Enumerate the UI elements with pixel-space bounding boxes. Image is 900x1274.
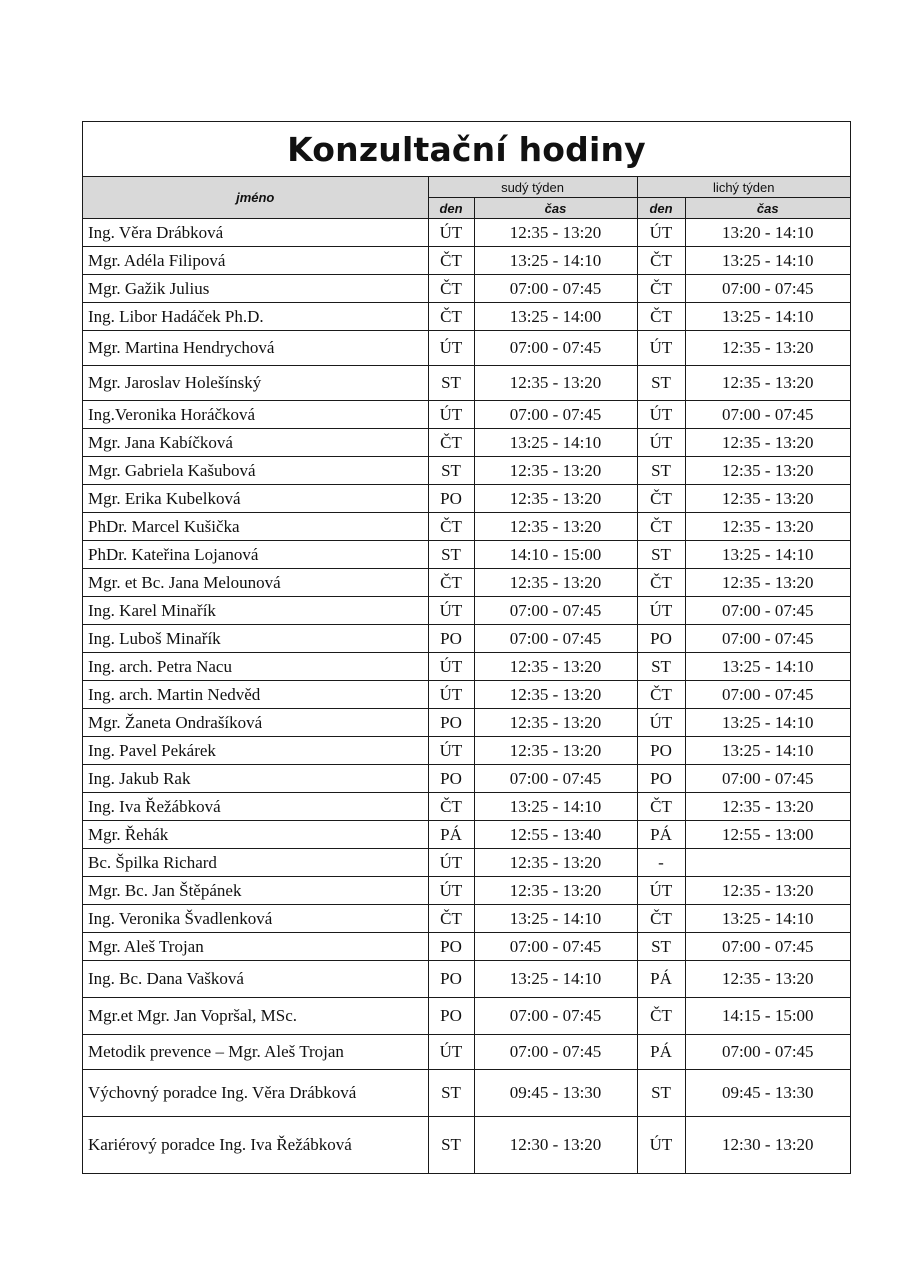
teacher-name: Mgr. Žaneta Ondrašíková [83, 709, 428, 737]
table-row [83, 247, 850, 275]
table-row [83, 737, 850, 765]
odd-week-day: ČT [637, 905, 685, 933]
odd-week-day: ÚT [637, 709, 685, 737]
table-row [83, 681, 850, 709]
table-row [83, 366, 850, 401]
odd-week-time: 12:35 - 13:20 [685, 793, 850, 821]
even-week-day: ČT [428, 429, 474, 457]
even-week-time: 13:25 - 14:10 [474, 905, 637, 933]
table-row [83, 331, 850, 366]
table-row [83, 765, 850, 793]
even-week-day: ČT [428, 303, 474, 331]
odd-week-time: 07:00 - 07:45 [685, 765, 850, 793]
odd-week-day: ST [637, 366, 685, 401]
teacher-name: Ing. Věra Drábková [83, 219, 428, 247]
even-week-day: ST [428, 1070, 474, 1117]
table-body [83, 219, 850, 1173]
table-row [83, 1070, 850, 1117]
even-week-time: 12:30 - 13:20 [474, 1117, 637, 1173]
table-row [83, 877, 850, 905]
even-week-time: 12:35 - 13:20 [474, 709, 637, 737]
odd-week-day: ČT [637, 998, 685, 1035]
table-row [83, 597, 850, 625]
even-week-day: PO [428, 709, 474, 737]
odd-week-time [685, 849, 850, 877]
odd-week-day: ČT [637, 485, 685, 513]
even-week-day: ČT [428, 905, 474, 933]
even-week-time: 12:35 - 13:20 [474, 485, 637, 513]
table-row [83, 1035, 850, 1070]
table-row [83, 275, 850, 303]
even-week-time: 07:00 - 07:45 [474, 765, 637, 793]
even-week-day: ČT [428, 569, 474, 597]
odd-week-day: ST [637, 933, 685, 961]
odd-week-time: 12:55 - 13:00 [685, 821, 850, 849]
teacher-name: Ing. Veronika Švadlenková [83, 905, 428, 933]
table-row [83, 219, 850, 247]
even-week-time: 07:00 - 07:45 [474, 331, 637, 366]
teacher-name: Mgr. Aleš Trojan [83, 933, 428, 961]
even-week-time: 07:00 - 07:45 [474, 275, 637, 303]
table-row [83, 401, 850, 429]
even-week-time: 07:00 - 07:45 [474, 401, 637, 429]
table-row [83, 513, 850, 541]
odd-week-day: ÚT [637, 331, 685, 366]
even-week-day: PO [428, 933, 474, 961]
teacher-name: Ing. Iva Řežábková [83, 793, 428, 821]
odd-week-time: 07:00 - 07:45 [685, 1035, 850, 1070]
odd-week-time: 12:35 - 13:20 [685, 485, 850, 513]
header-row-weeks [83, 177, 850, 198]
table-row [83, 457, 850, 485]
teacher-name: Ing. Bc. Dana Vašková [83, 961, 428, 998]
teacher-name: Mgr. Erika Kubelková [83, 485, 428, 513]
even-week-time: 07:00 - 07:45 [474, 625, 637, 653]
odd-week-day: ČT [637, 247, 685, 275]
even-week-day: ÚT [428, 1035, 474, 1070]
teacher-name: Mgr. Řehák [83, 821, 428, 849]
consultation-table [83, 177, 850, 1173]
even-week-time: 07:00 - 07:45 [474, 1035, 637, 1070]
odd-week-time: 13:25 - 14:10 [685, 905, 850, 933]
teacher-name: Ing. arch. Martin Nedvěd [83, 681, 428, 709]
teacher-name: Mgr. Gabriela Kašubová [83, 457, 428, 485]
even-week-day: ČT [428, 275, 474, 303]
teacher-name: Ing. Luboš Minařík [83, 625, 428, 653]
odd-week-time: 13:25 - 14:10 [685, 541, 850, 569]
teacher-name: Ing. Pavel Pekárek [83, 737, 428, 765]
even-week-day: PO [428, 625, 474, 653]
teacher-name: Ing. Jakub Rak [83, 765, 428, 793]
even-week-day: ST [428, 457, 474, 485]
header-odd-week: lichý týden [637, 177, 850, 198]
even-week-time: 09:45 - 13:30 [474, 1070, 637, 1117]
even-week-day: ČT [428, 247, 474, 275]
odd-week-day: ÚT [637, 1117, 685, 1173]
odd-week-time: 12:35 - 13:20 [685, 513, 850, 541]
even-week-day: ÚT [428, 737, 474, 765]
teacher-name: Bc. Špilka Richard [83, 849, 428, 877]
table-row [83, 933, 850, 961]
even-week-time: 12:35 - 13:20 [474, 569, 637, 597]
odd-week-time: 12:35 - 13:20 [685, 366, 850, 401]
table-row [83, 998, 850, 1035]
even-week-day: ČT [428, 793, 474, 821]
odd-week-time: 12:35 - 13:20 [685, 331, 850, 366]
table-row [83, 653, 850, 681]
teacher-name: Ing. arch. Petra Nacu [83, 653, 428, 681]
even-week-time: 07:00 - 07:45 [474, 998, 637, 1035]
odd-week-day: ST [637, 1070, 685, 1117]
even-week-time: 12:35 - 13:20 [474, 366, 637, 401]
header-odd-time: čas [685, 198, 850, 219]
even-week-time: 13:25 - 14:10 [474, 961, 637, 998]
odd-week-day: ST [637, 541, 685, 569]
even-week-time: 12:35 - 13:20 [474, 513, 637, 541]
even-week-day: PO [428, 485, 474, 513]
odd-week-day: ČT [637, 303, 685, 331]
table-row [83, 709, 850, 737]
odd-week-day: ÚT [637, 597, 685, 625]
teacher-name: Mgr. Jaroslav Holešínský [83, 366, 428, 401]
teacher-name: Kariérový poradce Ing. Iva Řežábková [83, 1117, 428, 1173]
even-week-time: 12:35 - 13:20 [474, 681, 637, 709]
odd-week-time: 13:25 - 14:10 [685, 709, 850, 737]
odd-week-day: ČT [637, 513, 685, 541]
teacher-name: PhDr. Marcel Kušička [83, 513, 428, 541]
even-week-time: 14:10 - 15:00 [474, 541, 637, 569]
odd-week-time: 13:25 - 14:10 [685, 247, 850, 275]
table-row [83, 849, 850, 877]
odd-week-day: ČT [637, 275, 685, 303]
odd-week-time: 07:00 - 07:45 [685, 933, 850, 961]
teacher-name: Ing. Libor Hadáček Ph.D. [83, 303, 428, 331]
even-week-time: 12:35 - 13:20 [474, 219, 637, 247]
consultation-hours-sheet [82, 121, 851, 1174]
even-week-time: 13:25 - 14:10 [474, 793, 637, 821]
odd-week-time: 14:15 - 15:00 [685, 998, 850, 1035]
teacher-name: Mgr. Jana Kabíčková [83, 429, 428, 457]
teacher-name: Mgr. et Bc. Jana Melounová [83, 569, 428, 597]
even-week-day: PO [428, 961, 474, 998]
odd-week-day: ČT [637, 681, 685, 709]
odd-week-time: 13:20 - 14:10 [685, 219, 850, 247]
odd-week-day: PÁ [637, 821, 685, 849]
header-even-day: den [428, 198, 474, 219]
table-row [83, 905, 850, 933]
title-row [83, 122, 850, 177]
table-row [83, 429, 850, 457]
teacher-name: Mgr. Gažik Julius [83, 275, 428, 303]
even-week-day: ST [428, 366, 474, 401]
even-week-day: ÚT [428, 681, 474, 709]
odd-week-time: 12:35 - 13:20 [685, 877, 850, 905]
even-week-day: ČT [428, 513, 474, 541]
even-week-time: 12:35 - 13:20 [474, 877, 637, 905]
even-week-time: 12:35 - 13:20 [474, 653, 637, 681]
header-even-time: čas [474, 198, 637, 219]
even-week-day: ÚT [428, 597, 474, 625]
even-week-time: 13:25 - 14:00 [474, 303, 637, 331]
odd-week-time: 07:00 - 07:45 [685, 597, 850, 625]
odd-week-day: ÚT [637, 401, 685, 429]
even-week-time: 12:35 - 13:20 [474, 457, 637, 485]
odd-week-time: 09:45 - 13:30 [685, 1070, 850, 1117]
even-week-day: ÚT [428, 219, 474, 247]
odd-week-day: ÚT [637, 877, 685, 905]
even-week-day: ÚT [428, 653, 474, 681]
header-odd-day: den [637, 198, 685, 219]
table-row [83, 625, 850, 653]
odd-week-time: 12:30 - 13:20 [685, 1117, 850, 1173]
teacher-name: Mgr.et Mgr. Jan Vopršal, MSc. [83, 998, 428, 1035]
table-row [83, 1117, 850, 1173]
odd-week-time: 13:25 - 14:10 [685, 737, 850, 765]
even-week-day: ST [428, 541, 474, 569]
header-name: jméno [83, 177, 428, 219]
even-week-time: 13:25 - 14:10 [474, 429, 637, 457]
odd-week-time: 07:00 - 07:45 [685, 401, 850, 429]
odd-week-day: PO [637, 625, 685, 653]
odd-week-day: ÚT [637, 429, 685, 457]
even-week-day: ÚT [428, 877, 474, 905]
even-week-time: 12:35 - 13:20 [474, 737, 637, 765]
even-week-day: PÁ [428, 821, 474, 849]
even-week-day: ST [428, 1117, 474, 1173]
teacher-name: Mgr. Bc. Jan Štěpánek [83, 877, 428, 905]
odd-week-time: 12:35 - 13:20 [685, 961, 850, 998]
odd-week-day: PO [637, 765, 685, 793]
odd-week-day: PO [637, 737, 685, 765]
odd-week-day: ST [637, 653, 685, 681]
table-row [83, 961, 850, 998]
table-row [83, 569, 850, 597]
odd-week-day: ST [637, 457, 685, 485]
even-week-time: 12:55 - 13:40 [474, 821, 637, 849]
table-row [83, 485, 850, 513]
odd-week-day: PÁ [637, 1035, 685, 1070]
table-row [83, 821, 850, 849]
odd-week-time: 07:00 - 07:45 [685, 625, 850, 653]
even-week-day: ÚT [428, 401, 474, 429]
teacher-name: Výchovný poradce Ing. Věra Drábková [83, 1070, 428, 1117]
teacher-name: PhDr. Kateřina Lojanová [83, 541, 428, 569]
teacher-name: Mgr. Martina Hendrychová [83, 331, 428, 366]
teacher-name: Mgr. Adéla Filipová [83, 247, 428, 275]
odd-week-day: ČT [637, 793, 685, 821]
odd-week-time: 12:35 - 13:20 [685, 569, 850, 597]
odd-week-day: PÁ [637, 961, 685, 998]
header-even-week: sudý týden [428, 177, 637, 198]
even-week-day: ÚT [428, 331, 474, 366]
odd-week-time: 07:00 - 07:45 [685, 681, 850, 709]
teacher-name: Metodik prevence – Mgr. Aleš Trojan [83, 1035, 428, 1070]
odd-week-time: 13:25 - 14:10 [685, 653, 850, 681]
teacher-name: Ing.Veronika Horáčková [83, 401, 428, 429]
even-week-time: 13:25 - 14:10 [474, 247, 637, 275]
even-week-day: PO [428, 765, 474, 793]
teacher-name: Ing. Karel Minařík [83, 597, 428, 625]
even-week-day: PO [428, 998, 474, 1035]
even-week-time: 07:00 - 07:45 [474, 933, 637, 961]
table-row [83, 303, 850, 331]
even-week-time: 07:00 - 07:45 [474, 597, 637, 625]
page-title: Konzultační hodiny [287, 129, 646, 169]
odd-week-day: ČT [637, 569, 685, 597]
odd-week-time: 13:25 - 14:10 [685, 303, 850, 331]
odd-week-time: 12:35 - 13:20 [685, 457, 850, 485]
odd-week-time: 12:35 - 13:20 [685, 429, 850, 457]
table-row [83, 541, 850, 569]
even-week-day: ÚT [428, 849, 474, 877]
even-week-time: 12:35 - 13:20 [474, 849, 637, 877]
table-row [83, 793, 850, 821]
odd-week-time: 07:00 - 07:45 [685, 275, 850, 303]
odd-week-day: ÚT [637, 219, 685, 247]
odd-week-day: - [637, 849, 685, 877]
